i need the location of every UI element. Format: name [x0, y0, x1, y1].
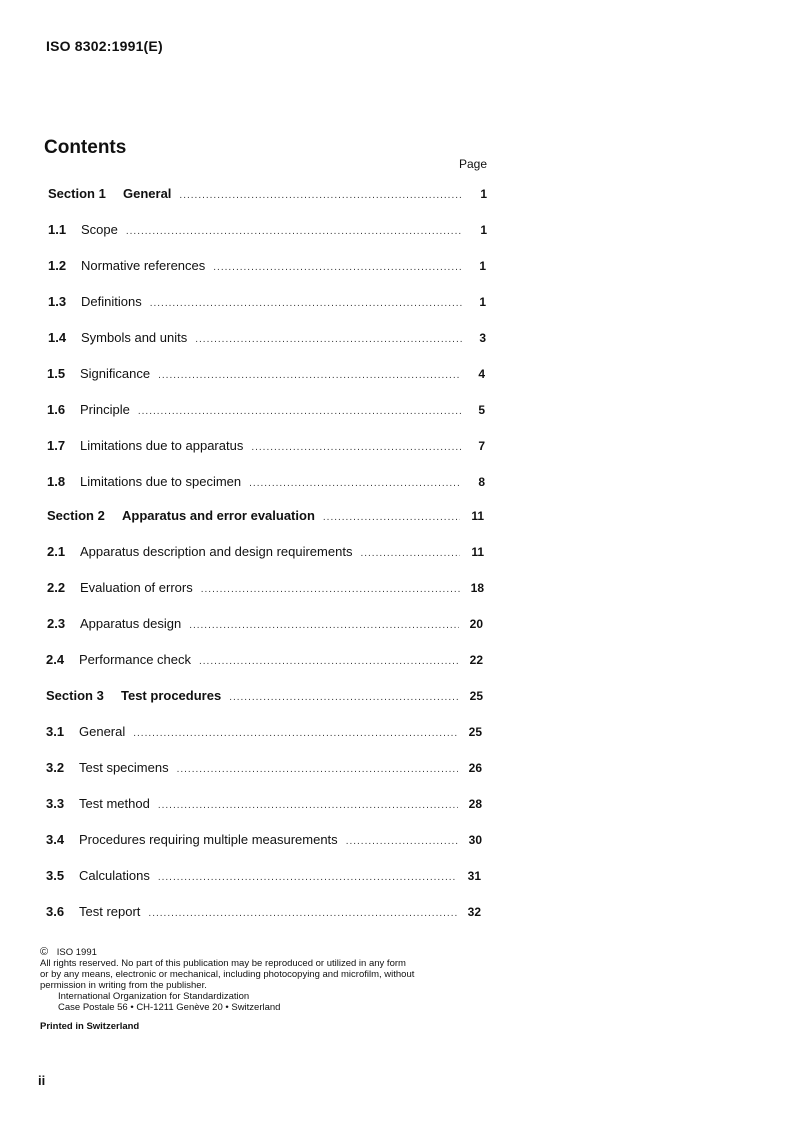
toc-entry-number: 3.3	[46, 796, 65, 811]
toc-entry-number: 1.1	[48, 222, 67, 237]
rights-line-1: All rights reserved. No part of this publication may be reproduced or utilized in any form	[40, 958, 406, 969]
toc-item-row	[48, 258, 486, 276]
toc-dot-leader	[177, 764, 458, 775]
organization-name: International Organization for Standardization	[58, 991, 250, 1002]
toc-item-row	[47, 580, 484, 598]
toc-entry-number: 1.8	[47, 474, 66, 489]
toc-item-row	[46, 796, 482, 814]
toc-entry-page: 1	[480, 223, 487, 237]
rights-line-3: permission in writing from the publisher.	[40, 980, 207, 991]
toc-dot-leader	[133, 728, 458, 739]
toc-dot-leader	[138, 406, 461, 417]
toc-entry-number: 3.1	[46, 724, 65, 739]
toc-entry-title: Apparatus and error evaluation	[122, 508, 315, 523]
toc-item-row	[48, 294, 486, 312]
toc-item-row	[46, 868, 481, 886]
toc-entry-title: Test procedures	[121, 688, 222, 703]
toc-item-row	[47, 402, 485, 420]
toc-entry-number: 2.2	[47, 580, 66, 595]
toc-dot-leader	[179, 190, 463, 201]
copyright-notice	[40, 947, 490, 1013]
toc-entry-page: 1	[479, 295, 486, 309]
toc-dot-leader	[199, 656, 459, 667]
toc-entry-title: Test specimens	[79, 760, 169, 775]
toc-entry-number: Section 2	[47, 508, 105, 523]
page-column-label: Page	[458, 157, 487, 171]
toc-entry-number: 2.1	[47, 544, 66, 559]
toc-item-row	[46, 652, 483, 670]
toc-entry-page: 25	[469, 689, 483, 703]
toc-entry-number: 3.6	[46, 904, 65, 919]
toc-entry-title: Test report	[79, 904, 141, 919]
toc-item-row	[47, 438, 485, 456]
toc-entry-page: 18	[470, 581, 484, 595]
toc-dot-leader	[148, 908, 457, 919]
toc-section-row	[47, 508, 484, 526]
toc-entry-title: Calculations	[79, 868, 150, 883]
document-id: ISO 8302:1991(E)	[46, 38, 163, 54]
toc-entry-number: 1.4	[48, 330, 67, 345]
toc-dot-leader	[195, 334, 462, 345]
toc-dot-leader	[229, 692, 459, 703]
toc-entry-title: Definitions	[81, 294, 142, 309]
toc-item-row	[46, 760, 482, 778]
toc-item-row	[46, 832, 482, 850]
toc-dot-leader	[249, 478, 461, 489]
toc-entry-page: 3	[479, 331, 486, 345]
toc-dot-leader	[158, 800, 458, 811]
toc-entry-page: 32	[467, 905, 481, 919]
toc-dot-leader	[189, 620, 459, 631]
toc-item-row	[47, 616, 483, 634]
toc-dot-leader	[346, 836, 458, 847]
copyright-holder-year: ISO 1991	[56, 947, 97, 958]
toc-dot-leader	[251, 442, 461, 453]
toc-item-row	[48, 222, 487, 240]
toc-entry-page: 11	[471, 509, 484, 523]
toc-section-row	[48, 186, 487, 204]
toc-entry-title: Test method	[79, 796, 150, 811]
toc-entry-title: Principle	[80, 402, 130, 417]
toc-entry-page: 1	[479, 259, 486, 273]
toc-entry-number: 2.4	[46, 652, 65, 667]
toc-dot-leader	[323, 512, 460, 523]
toc-entry-title: Limitations due to apparatus	[80, 438, 244, 453]
toc-entry-number: Section 1	[48, 186, 106, 201]
toc-item-row	[46, 904, 481, 922]
toc-entry-page: 5	[478, 403, 485, 417]
toc-entry-title: Apparatus design	[80, 616, 182, 631]
toc-item-row	[46, 724, 482, 742]
toc-entry-number: 1.7	[47, 438, 66, 453]
toc-dot-leader	[213, 262, 462, 273]
toc-dot-leader	[126, 226, 463, 237]
toc-entry-title: Performance check	[79, 652, 191, 667]
toc-item-row	[47, 474, 485, 492]
toc-entry-page: 8	[478, 475, 485, 489]
toc-entry-title: Significance	[80, 366, 151, 381]
toc-entry-number: 2.3	[47, 616, 66, 631]
contents-heading: Contents	[44, 137, 127, 158]
rights-line-2: or by any means, electronic or mechanical, including photocopying and microfilm, without	[40, 969, 415, 980]
toc-entry-number: 3.2	[46, 760, 65, 775]
toc-dot-leader	[201, 584, 460, 595]
toc-entry-number: Section 3	[46, 688, 104, 703]
toc-entry-page: 26	[468, 761, 482, 775]
page-number: ii	[38, 1073, 46, 1088]
toc-entry-title: Symbols and units	[81, 330, 188, 345]
toc-entry-number: 3.5	[46, 868, 65, 883]
toc-entry-page: 25	[468, 725, 482, 739]
toc-dot-leader	[360, 548, 460, 559]
toc-entry-page: 30	[468, 833, 482, 847]
toc-entry-title: General	[79, 724, 126, 739]
toc-entry-page: 20	[469, 617, 483, 631]
toc-entry-page: 1	[480, 187, 487, 201]
toc-entry-number: 1.5	[47, 366, 66, 381]
toc-entry-page: 28	[468, 797, 482, 811]
toc-entry-title: Procedures requiring multiple measurements	[79, 832, 338, 847]
toc-section-row	[46, 688, 483, 706]
toc-entry-number: 1.2	[48, 258, 67, 273]
toc-dot-leader	[150, 298, 462, 309]
toc-entry-page: 4	[478, 367, 485, 381]
toc-entry-title: Apparatus description and design requirements	[80, 544, 353, 559]
toc-entry-page: 11	[471, 545, 484, 559]
toc-entry-title: General	[123, 186, 172, 201]
copyright-symbol: ©	[40, 946, 49, 958]
toc-entry-page: 22	[469, 653, 483, 667]
toc-item-row	[47, 366, 485, 384]
toc-entry-title: Evaluation of errors	[80, 580, 193, 595]
toc-entry-page: 7	[478, 439, 485, 453]
toc-entry-number: 1.3	[48, 294, 67, 309]
toc-entry-page: 31	[467, 869, 481, 883]
toc-dot-leader	[158, 370, 461, 381]
toc-item-row	[47, 544, 484, 562]
toc-entry-number: 1.6	[47, 402, 66, 417]
toc-dot-leader	[158, 872, 457, 883]
toc-entry-number: 3.4	[46, 832, 65, 847]
toc-entry-title: Scope	[81, 222, 118, 237]
toc-entry-title: Normative references	[81, 258, 206, 273]
toc-item-row	[48, 330, 486, 348]
toc-entry-title: Limitations due to specimen	[80, 474, 242, 489]
printed-in: Printed in Switzerland	[40, 1021, 140, 1032]
organization-address: Case Postale 56 • CH-1211 Genève 20 • Switzerland	[58, 1002, 281, 1013]
